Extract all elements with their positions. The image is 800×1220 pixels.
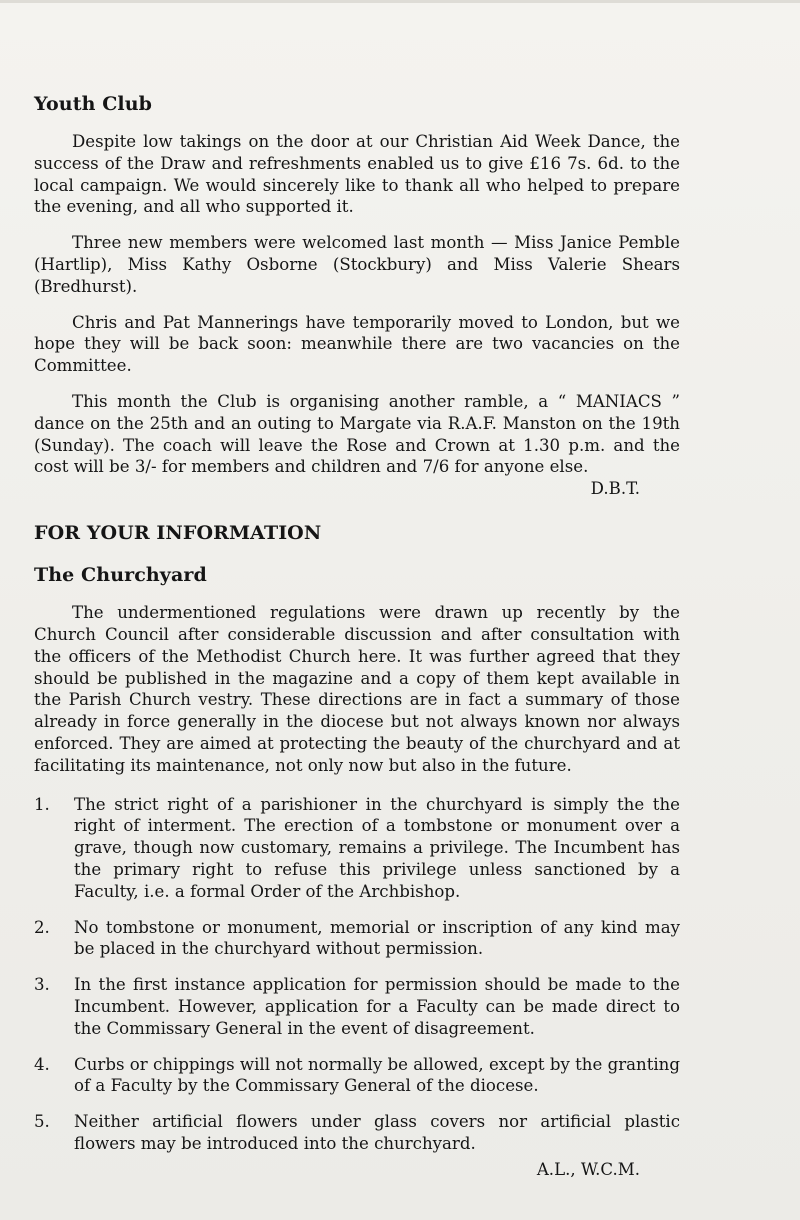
info-section <box>34 520 680 1181</box>
youth-club-heading: Youth Club <box>34 93 153 115</box>
churchyard-subheading: The Churchyard <box>34 564 207 587</box>
regulation-number: 3. <box>34 975 50 995</box>
youth-club-paragraph: Despite low takings on the door at our Christian Aid Week Dance, the success of the Draw and refreshments enabled us to give £16 7s. 6d. to the local campaign. We would sincerely like to thank all who helped to prepare the evening, and all who supported it. <box>34 132 680 217</box>
regulation-number: 5. <box>34 1112 50 1132</box>
regulation-text: The strict right of a parishioner in the churchyard is simply the the right of interment. The erection of a tombstone or monument over a grave, though now customary, remains a privilege. The Incumbent has the primary right to refuse this privilege unless sanctioned by a Faculty, i.e. a formal Order of the Archbishop. <box>74 794 680 901</box>
churchyard-intro: The undermentioned regulations were drawn up recently by the Church Council after considerable discussion and after consultation with the officers of the Methodist Church here. It was further agreed that they should be published in the magazine and a copy of them kept available in the Parish Church vestry. These directions are in fact a summary of those already in force generally in the diocese but not always known nor always enforced. They are aimed at protecting the beauty of the churchyard and at facilitating its maintenance, not only now but also in the future. <box>34 603 680 775</box>
regulation-text: No tombstone or monument, memorial or inscription of any kind may be placed in the churchyard without permission. <box>74 917 680 959</box>
info-signature: A.L., W.C.M. <box>536 1159 640 1179</box>
regulation-number: 1. <box>34 794 50 814</box>
regulation-item <box>34 917 680 961</box>
regulation-item <box>34 1054 680 1098</box>
regulation-item <box>34 974 680 1039</box>
regulation-text: Curbs or chippings will not normally be allowed, except by the granting of a Faculty by the Commissary General of the diocese. <box>74 1054 680 1096</box>
youth-club-paragraph: Chris and Pat Mannerings have temporarily moved to London, but we hope they will be back soon: meanwhile there are two vacancies on the Committee. <box>34 312 680 376</box>
youth-club-signature: D.B.T. <box>590 479 640 499</box>
regulations-list <box>34 794 680 1155</box>
regulation-number: 2. <box>34 917 50 937</box>
page-content <box>34 91 680 1181</box>
youth-club-section <box>34 91 680 500</box>
regulation-text: Neither artificial flowers under glass covers nor artificial plastic flowers may be introduced into the churchyard. <box>74 1112 680 1153</box>
youth-club-paragraph: This month the Club is organising another ramble, a “ MANIACS ” dance on the 25th and an outing to Margate via R.A.F. Manston on the 19th (Sunday). The coach will leave the Rose and Crown at 1.30 p.m. and the cost will be 3/- for members and children and 7/6 for anyone else. <box>34 391 680 477</box>
regulation-number: 4. <box>34 1054 50 1074</box>
youth-club-paragraph: Three new members were welcomed last month — Miss Janice Pemble (Hartlip), Miss Kathy Osborne (Stockbury) and Miss Valerie Shears (Bredhurst). <box>34 233 680 296</box>
info-heading: FOR YOUR INFORMATION <box>34 522 322 545</box>
regulation-item <box>34 1111 680 1155</box>
regulation-text: In the first instance application for permission should be made to the Incumbent. However, application for a Faculty can be made direct to the Commissary General in the event of disagreement. <box>74 975 680 1038</box>
regulation-item <box>34 794 680 903</box>
